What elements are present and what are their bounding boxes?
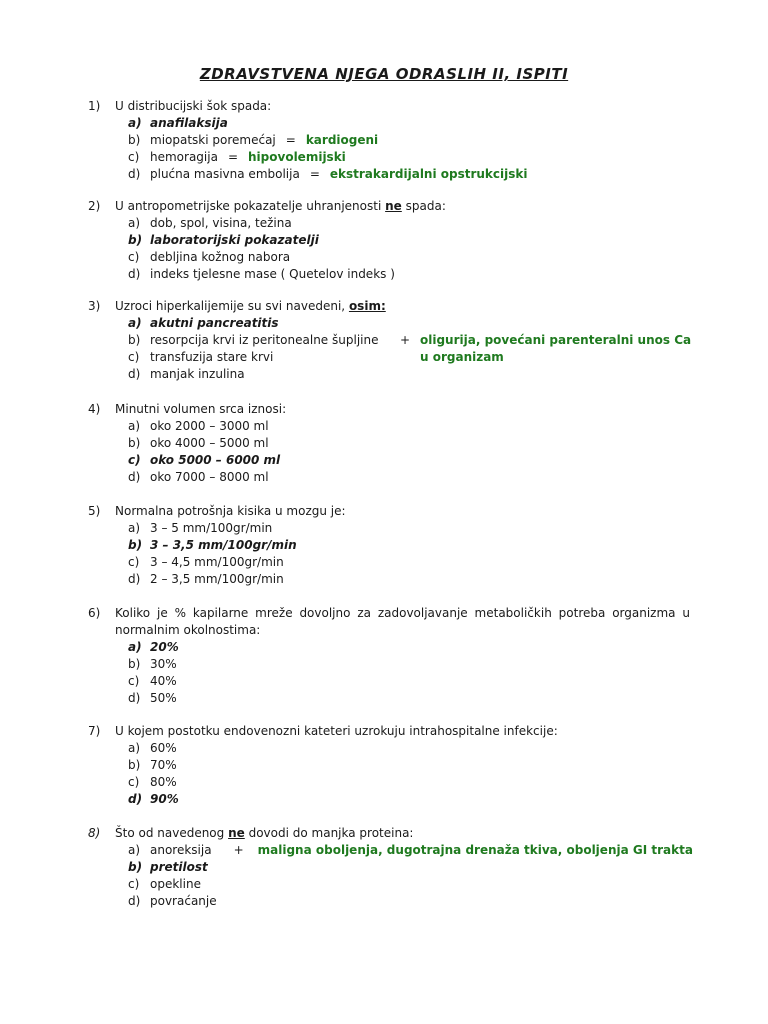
answer-option: c) transfuzija stare krvi u organizam [128,350,504,364]
answer-option-correct: b) 3 – 3,5 mm/100gr/min [128,538,297,552]
question-text: Uzroci hiperkalijemije su svi navedeni, osim: [115,299,386,313]
answer-option: c) opekline [128,877,201,891]
question-3 [90,298,690,383]
answer-option: a) anoreksija + maligna oboljenja, dugotrajna drenaža tkiva, oboljenja GI trakta [128,843,693,857]
question-5 [90,503,690,588]
answer-option-correct: a) 20% [128,640,179,654]
answer-option: b) 30% [128,657,177,671]
question-number: 8) [88,826,101,840]
question-text: U kojem postotku endovenozni kateteri uzrokuju intrahospitalne infekcije: [115,724,558,738]
answer-option: b) oko 4000 – 5000 ml [128,436,269,450]
answer-option: d) oko 7000 – 8000 ml [128,470,269,484]
answer-option: d) povraćanje [128,894,217,908]
answer-note: ekstrakardijalni opstrukcijski [329,167,528,181]
question-number: 4) [88,402,101,416]
question-6 [90,605,690,707]
answer-option: d) 50% [128,691,177,705]
question-number: 5) [88,504,101,518]
answer-option: c) 3 – 4,5 mm/100gr/min [128,555,284,569]
page-title: ZDRAVSTVENA NJEGA ODRASLIH II, ISPITI [199,65,569,83]
question-number: 3) [88,299,101,313]
question-text: Što od navedenog ne dovodi do manjka proteina: [115,826,414,840]
question-text: Koliko je % kapilarne mreže dovoljno za zadovoljavanje metaboličkih potreba organizma u normalnim okolnostima: [115,606,690,637]
question-4 [90,401,690,486]
answer-note: maligna oboljenja, dugotrajna drenaža tkiva, oboljenja GI trakta [257,843,693,857]
answer-option: b) resorpcija krvi iz peritonealne šupljine + oligurija, povećani parenteralni unos Ca [128,333,692,347]
answer-option-correct: a) akutni pancreatitis [128,316,279,330]
question-text: Normalna potrošnja kisika u mozgu je: [115,504,346,518]
answer-option: a) 60% [128,741,177,755]
question-number: 1) [88,99,101,113]
answer-option: c) 40% [128,674,177,688]
answer-option-correct: a) anafilaksija [128,116,228,130]
question-number: 6) [88,606,101,620]
question-number: 2) [88,199,101,213]
question-7 [90,723,690,808]
question-text: U antropometrijske pokazatelje uhranjenosti ne spada: [115,199,446,213]
question-text: U distribucijski šok spada: [115,99,272,113]
answer-option: d) manjak inzulina [128,367,245,381]
answer-option: a) oko 2000 – 3000 ml [128,419,269,433]
answer-note: u organizam [420,350,504,364]
answer-option-correct: d) 90% [128,792,179,806]
answer-note: hipovolemijski [248,150,346,164]
answer-option: b) 70% [128,758,177,772]
answer-option: d) indeks tjelesne mase ( Quetelov indeks ) [128,267,395,281]
answer-note: kardiogeni [305,133,379,147]
question-1 [90,98,690,183]
answer-option: c) hemoragija = hipovolemijski [128,150,346,164]
answer-note: oligurija, povećani parenteralni unos Ca [420,333,692,347]
answer-option-correct: c) oko 5000 – 6000 ml [128,453,281,467]
answer-option: a) dob, spol, visina, težina [128,216,292,230]
answer-option: a) 3 – 5 mm/100gr/min [128,521,273,535]
answer-option-correct: b) pretilost [128,860,208,874]
answer-option: c) debljina kožnog nabora [128,250,291,264]
question-8 [88,825,693,910]
question-text: Minutni volumen srca iznosi: [115,402,287,416]
answer-option: b) miopatski poremećaj = kardiogeni [128,133,379,147]
answer-option: c) 80% [128,775,177,789]
question-number: 7) [88,724,101,738]
question-2 [90,198,690,283]
answer-option: d) 2 – 3,5 mm/100gr/min [128,572,284,586]
answer-option-correct: b) laboratorijski pokazatelji [128,233,319,247]
answer-option: d) plućna masivna embolija = ekstrakardijalni opstrukcijski [128,167,528,181]
